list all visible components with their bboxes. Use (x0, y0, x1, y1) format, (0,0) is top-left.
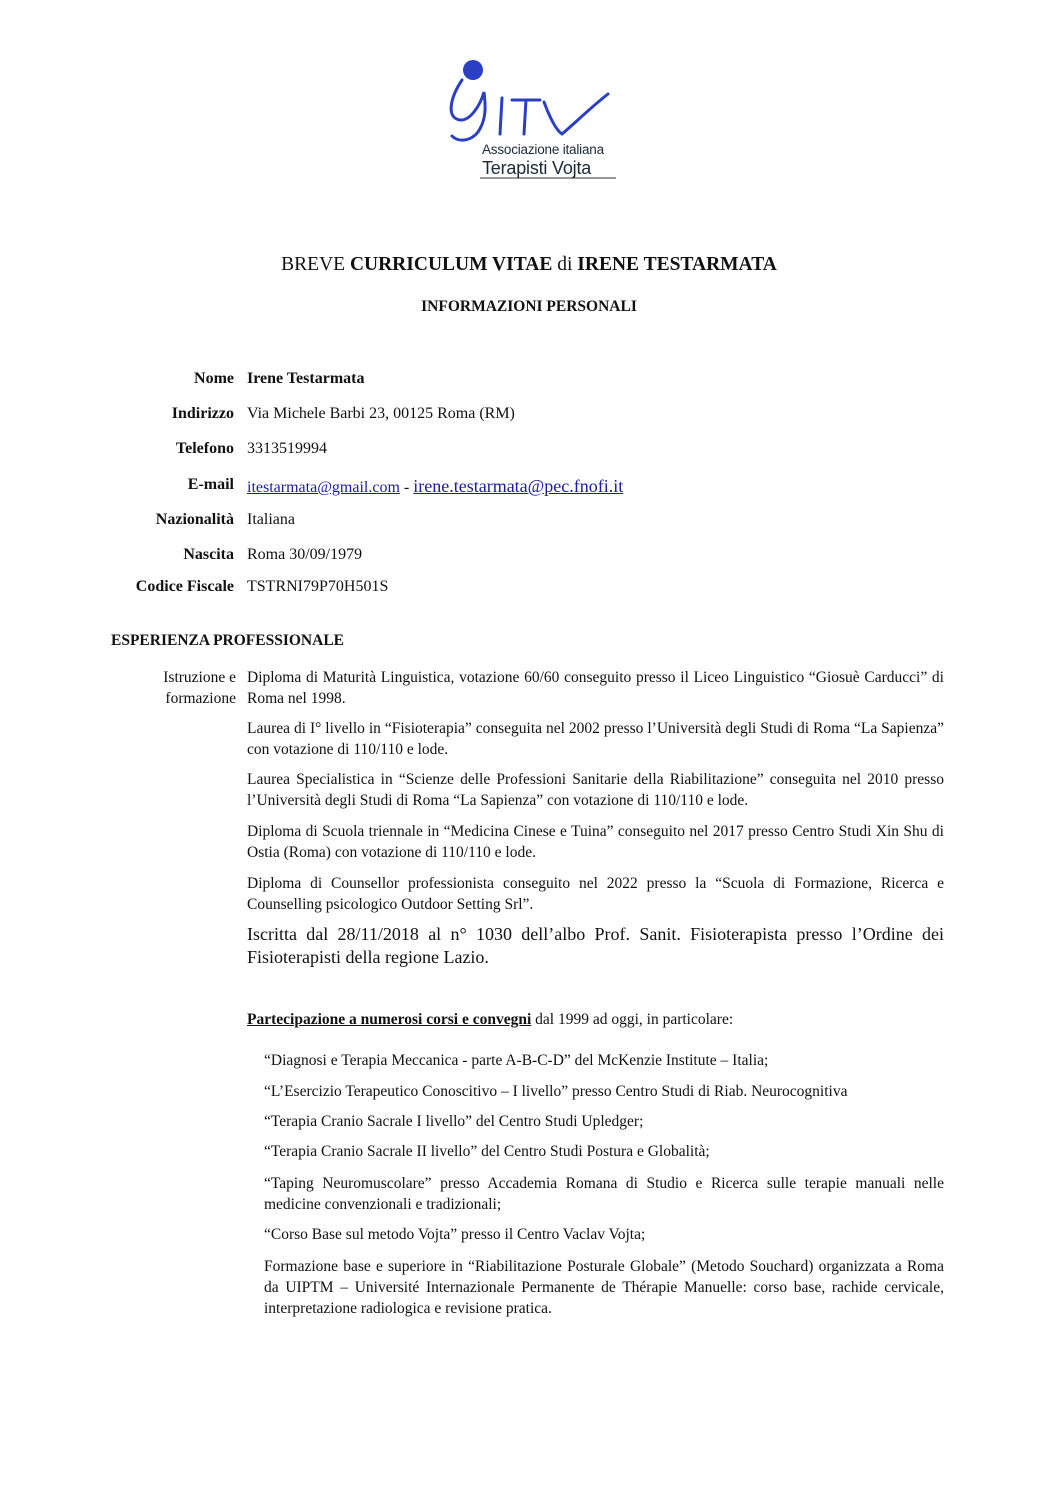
title-main: CURRICULUM VITAE (349, 254, 553, 275)
info-label: E-mail (187, 476, 234, 493)
courses-heading (247, 1011, 733, 1029)
email-separator: - (399, 479, 414, 496)
course-item: “Terapia Cranio Sacrale I livello” del Centro Studi Upledger; (264, 1113, 644, 1130)
email-link-pec[interactable]: irene.testarmata@pec.fnofi.it (413, 476, 624, 496)
email-link-personal[interactable]: itestarmata@gmail.com (247, 479, 400, 496)
course-item: Formazione base e superiore in “Riabilitazione Posturale Globale” (Metodo Souchard) organizzata a Roma da UIPTM – Université Internazionale Permanente de Thérapie Manuelle: corso base, rachide cervicale, interpretazione radiologica e revisione pratica. (264, 1258, 944, 1317)
info-label: Telefono (175, 440, 234, 457)
info-value: Via Michele Barbi 23, 00125 Roma (RM) (247, 405, 515, 422)
title-name: IRENE TESTARMATA (577, 254, 777, 275)
title-middle: di (557, 254, 573, 275)
logo-text-line1: Associazione italiana (482, 142, 604, 157)
education-paragraph: Laurea di I° livello in “Fisioterapia” conseguita nel 2002 presso l’Università degli Studi di Roma “La Sapienza” con votazione di 110/110 e lode. (247, 720, 944, 758)
info-value: Irene Testarmata (247, 370, 365, 387)
info-value (247, 476, 623, 497)
course-item: “Diagnosi e Terapia Meccanica - parte A-B-C-D” del McKenzie Institute – Italia; (264, 1052, 769, 1069)
info-label: Nazionalità (155, 511, 234, 528)
education-paragraph: Diploma di Counsellor professionista conseguito nel 2022 presso la “Scuola di Formazione, Ricerca e Counselling psicologico Outdoor Setting Srl”. (247, 875, 944, 913)
info-label: Codice Fiscale (135, 578, 234, 595)
courses-heading-underlined: Partecipazione a numerosi corsi e convegni (247, 1011, 532, 1028)
info-label: Nascita (183, 546, 234, 563)
side-label-line: Istruzione e (163, 669, 236, 686)
education-paragraph: Iscritta dal 28/11/2018 al n° 1030 dell’albo Prof. Sanit. Fisioterapista presso l’Ordine dei Fisioterapisti della regione Lazio. (247, 924, 944, 967)
page-title (0, 254, 1058, 276)
section-personal-info-title: INFORMAZIONI PERSONALI (421, 298, 637, 315)
education-paragraph: Laurea Specialistica in “Scienze delle Professioni Sanitarie della Riabilitazione” conseguita nel 2010 presso l’Università degli Studi di Roma “La Sapienza” con votazione di 110/110 e lode. (247, 771, 944, 809)
course-item: “Corso Base sul metodo Vojta” presso il Centro Vaclav Vojta; (264, 1226, 646, 1243)
info-value: TSTRNI79P70H501S (247, 578, 389, 595)
side-label-education (120, 667, 236, 709)
course-item: “Terapia Cranio Sacrale II livello” del Centro Studi Postura e Globalità; (264, 1143, 710, 1160)
side-label-line: formazione (165, 690, 236, 707)
course-item: “Taping Neuromuscolare” presso Accademia Romana di Studio e Ricerca sulle terapie manuali nelle medicine convenzionali e tradizionali; (264, 1175, 944, 1213)
section-experience-title: ESPERIENZA PROFESSIONALE (111, 632, 344, 649)
info-value: Italiana (247, 511, 295, 528)
info-value: 3313519994 (247, 440, 327, 457)
course-item: “L’Esercizio Terapeutico Conoscitivo – I livello” presso Centro Studi di Riab. Neurocognitiva (264, 1083, 848, 1100)
info-label: Nome (194, 370, 234, 387)
title-prefix: BREVE (281, 254, 346, 275)
courses-heading-rest: dal 1999 ad oggi, in particolare: (531, 1011, 734, 1028)
education-paragraph: Diploma di Maturità Linguistica, votazione 60/60 conseguito presso il Liceo Linguistico “Giosuè Carducci” di Roma nel 1998. (247, 669, 944, 707)
logo-text-line2: Terapisti Vojta (482, 158, 592, 178)
info-label: Indirizzo (171, 405, 234, 422)
info-value: Roma 30/09/1979 (247, 546, 363, 563)
education-paragraph: Diploma di Scuola triennale in “Medicina Cinese e Tuina” conseguito nel 2017 presso Centro Studi Xin Shu di Ostia (Roma) con votazione di 110/110 e lode. (247, 823, 944, 861)
